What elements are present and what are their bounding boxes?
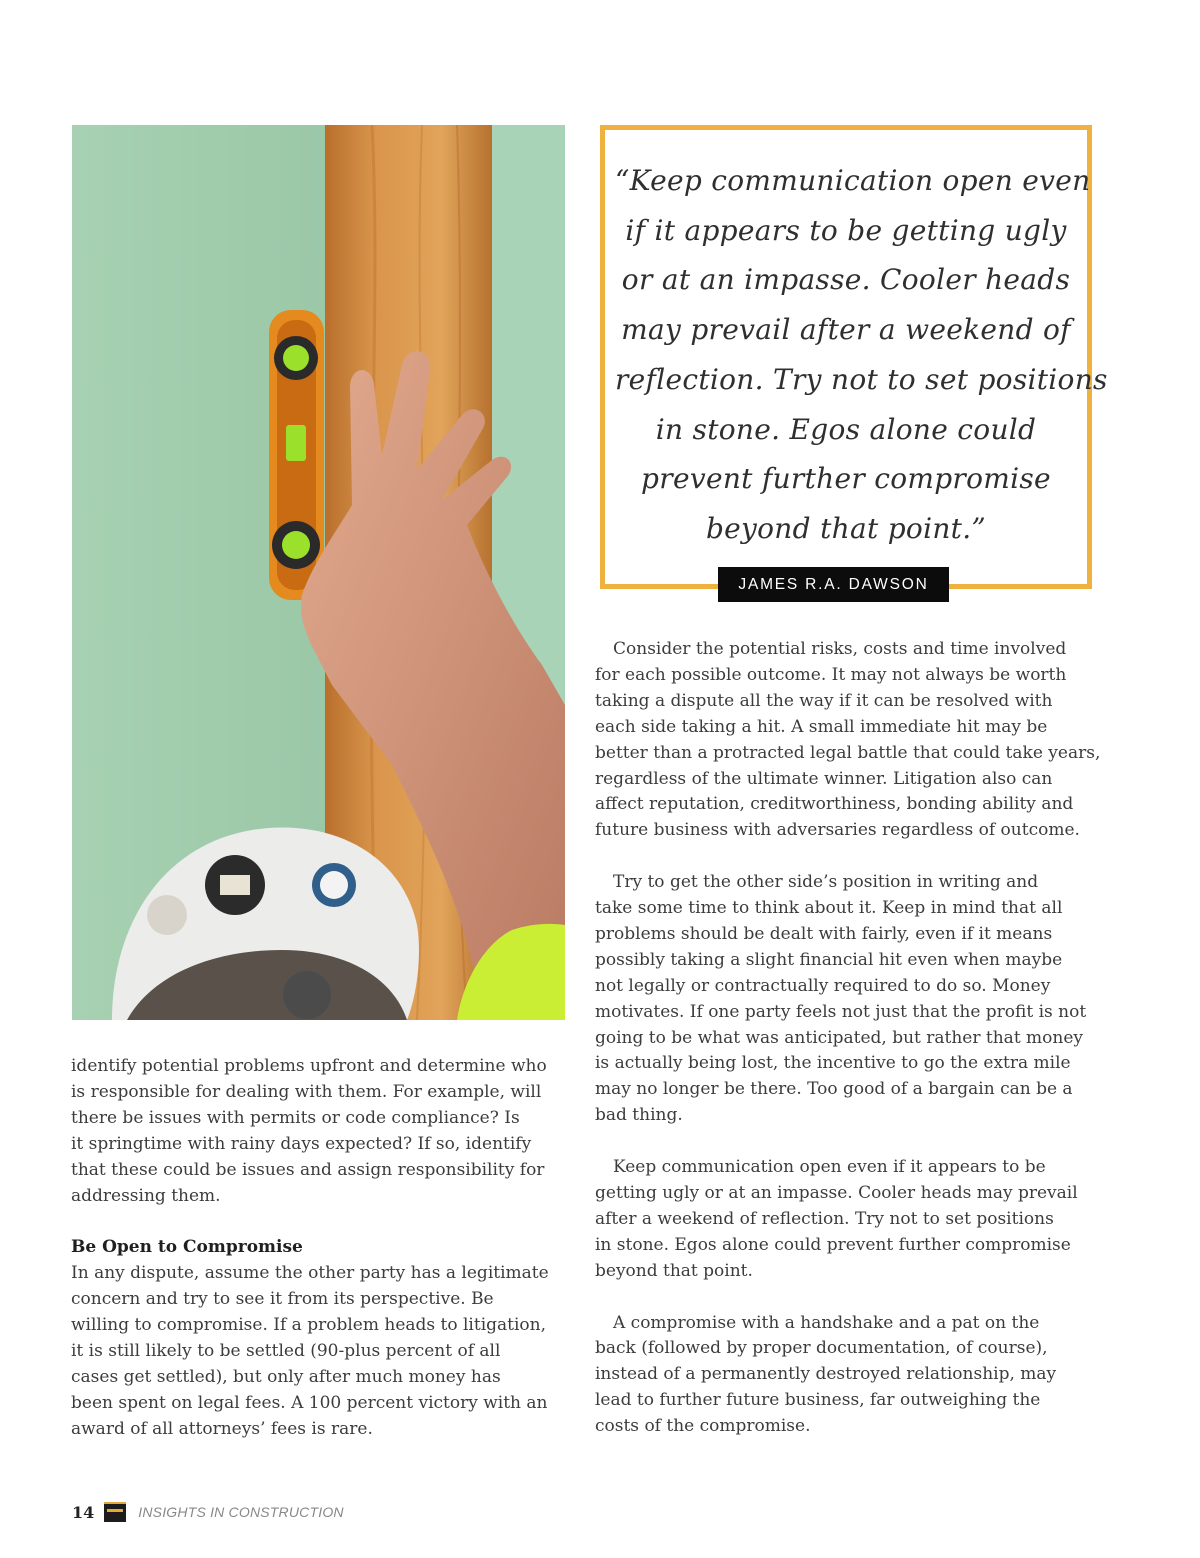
body-line: A compromise with a handshake and a pat on the xyxy=(613,1312,1040,1333)
body-line: Try to get the other side’s position in writing and xyxy=(613,872,1039,893)
quote-line: “Keep communication open even xyxy=(615,164,1091,197)
quote-line: beyond that point.” xyxy=(705,511,987,545)
body-line: take some time to think about it. Keep in mind that all xyxy=(595,898,1063,919)
body-line: In any dispute, assume the other party has a legitimate xyxy=(71,1263,549,1284)
body-line: cases get settled), but only after much money has xyxy=(71,1366,501,1387)
body-line: in stone. Egos alone could prevent further compromise xyxy=(595,1234,1071,1255)
body-line: problems should be dealt with fairly, even if it means xyxy=(595,923,1053,944)
quote-line: or at an impasse. Cooler heads xyxy=(621,263,1071,297)
body-line: possibly taking a slight financial hit even when maybe xyxy=(595,949,1063,970)
body-line: future business with adversaries regardless of outcome. xyxy=(595,820,1080,841)
left-column xyxy=(71,1054,561,1443)
page-footer xyxy=(72,1499,344,1525)
body-line: Keep communication open even if it appears to be xyxy=(613,1157,1046,1178)
page-number: 14 xyxy=(72,1502,95,1522)
body-line: not legally or contractually required to do so. Money xyxy=(595,975,1051,996)
body-line: costs of the compromise. xyxy=(595,1416,811,1437)
body-line: affect reputation, creditworthiness, bonding ability and xyxy=(595,794,1074,815)
body-line: there be issues with permits or code compliance? Is xyxy=(71,1107,520,1128)
pull-quote-text xyxy=(615,156,1108,554)
body-line: is responsible for dealing with them. For example, will xyxy=(71,1081,542,1102)
body-line: back (followed by proper documentation, of course), xyxy=(595,1338,1048,1359)
quote-line: if it appears to be getting ugly xyxy=(625,213,1067,247)
body-line: each side taking a hit. A small immediate hit may be xyxy=(595,716,1048,737)
body-line: better than a protracted legal battle that could take years, xyxy=(595,742,1101,763)
body-line: beyond that point. xyxy=(595,1260,753,1281)
body-line: identify potential problems upfront and determine who xyxy=(71,1056,547,1076)
right-column xyxy=(595,637,1101,1440)
quote-line: reflection. Try not to set positions xyxy=(615,362,1108,396)
body-line: concern and try to see it from its perspective. Be xyxy=(71,1289,494,1310)
body-line: for each possible outcome. It may not always be worth xyxy=(595,664,1067,685)
body-line: motivates. If one party feels not just that the profit is not xyxy=(595,1001,1087,1022)
body-line: may no longer be there. Too good of a bargain can be a xyxy=(595,1079,1073,1100)
body-line: after a weekend of reflection. Try not to set positions xyxy=(595,1208,1054,1229)
body-line: it is still likely to be settled (90-plus percent of all xyxy=(71,1340,501,1361)
quote-attribution: JAMES R.A. DAWSON xyxy=(718,567,949,602)
photo-worker-leveling-stud xyxy=(72,125,565,1020)
body-line: award of all attorneys’ fees is rare. xyxy=(71,1418,373,1439)
publication-title: INSIGHTS IN CONSTRUCTION xyxy=(138,1504,344,1520)
quote-line: may prevail after a weekend of xyxy=(621,313,1071,347)
body-line: taking a dispute all the way if it can be resolved with xyxy=(595,690,1053,711)
publication-logo-icon xyxy=(104,1502,126,1522)
quote-line: prevent further compromise xyxy=(641,462,1051,496)
body-line: been spent on legal fees. A 100 percent victory with an xyxy=(71,1392,548,1413)
body-line: bad thing. xyxy=(595,1105,683,1126)
pull-quote-box xyxy=(600,125,1108,589)
body-line: it springtime with rainy days expected? If so, identify xyxy=(71,1133,532,1154)
body-line: is actually being lost, the incentive to go the extra mile xyxy=(595,1053,1071,1074)
body-line: that these could be issues and assign responsibility for xyxy=(71,1159,545,1180)
body-line: addressing them. xyxy=(71,1185,221,1206)
section-heading: Be Open to Compromise xyxy=(71,1237,303,1258)
body-line: instead of a permanently destroyed relationship, may xyxy=(595,1364,1057,1385)
body-line: lead to further future business, far outweighing the xyxy=(595,1390,1041,1411)
quote-line: in stone. Egos alone could xyxy=(655,412,1037,446)
body-line: Consider the potential risks, costs and time involved xyxy=(613,639,1067,659)
body-line: going to be what was anticipated, but rather that money xyxy=(595,1027,1084,1048)
body-line: regardless of the ultimate winner. Litigation also can xyxy=(595,768,1053,789)
body-line: getting ugly or at an impasse. Cooler heads may prevail xyxy=(595,1183,1078,1203)
body-line: willing to compromise. If a problem heads to litigation, xyxy=(71,1315,547,1336)
